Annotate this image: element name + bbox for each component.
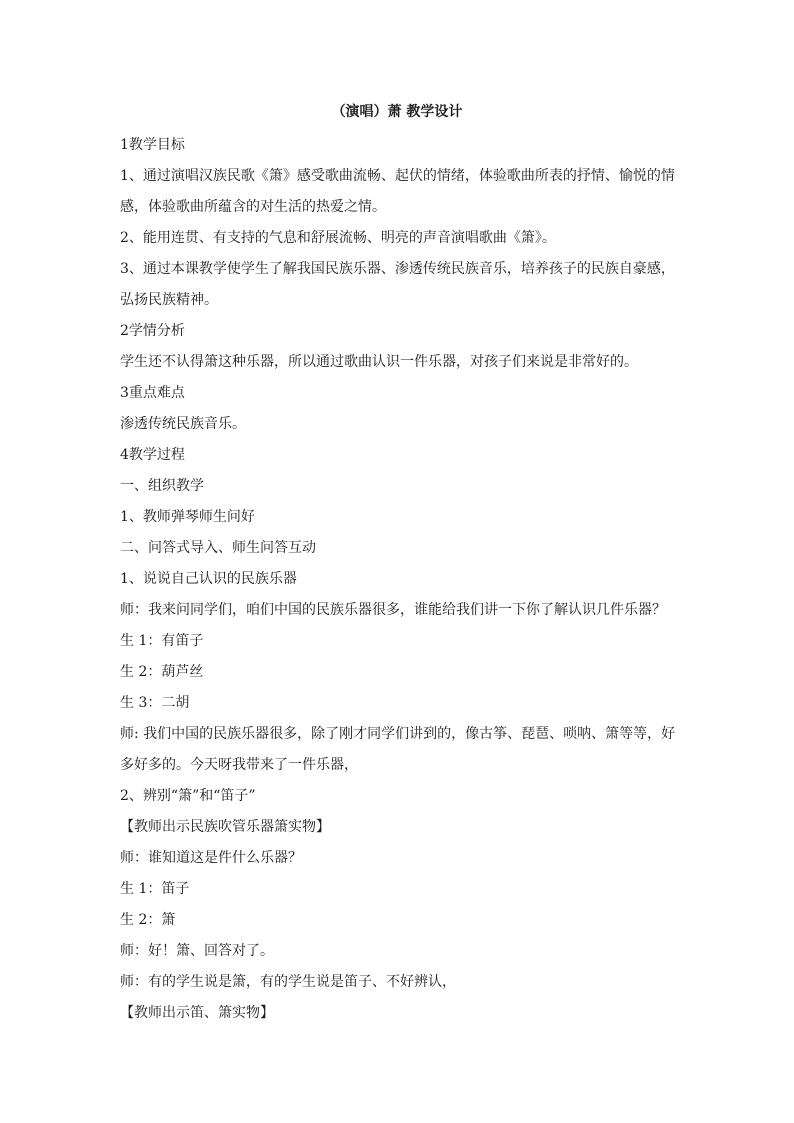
paragraph-line: 2、能用连贯、有支持的气息和舒展流畅、明亮的声音演唱歌曲《箫》。 (120, 230, 556, 246)
paragraph-line: 一、组织教学 (120, 478, 204, 494)
document-body (120, 130, 680, 1029)
paragraph-line: 生 2：葫芦丝 (120, 664, 204, 680)
paragraph-line: 3、通过本课教学使学生了解我国民族乐器、渗透传统民族音乐，培养孩子的民族自豪感， (120, 261, 675, 277)
paragraph-line: 渗透传统民族音乐。 (120, 416, 246, 432)
paragraph-line: 生 3：二胡 (120, 695, 190, 711)
paragraph-line: 2、辨别“箫”和“笛子” (120, 788, 256, 804)
paragraph-line: 感，体验歌曲所蕴含的对生活的热爱之情。 (120, 199, 386, 215)
paragraph-line: 【教师出示笛、箫实物】 (120, 1005, 274, 1021)
paragraph-line: 1、教师弹琴师生问好 (120, 509, 255, 525)
section-heading-key-points: 3重点难点 (120, 385, 185, 401)
paragraph-line: 二、问答式导入、师生问答互动 (120, 540, 316, 556)
paragraph-line: 生 1：笛子 (120, 881, 190, 897)
paragraph-line: 师：谁知道这是件什么乐器？ (120, 850, 302, 866)
document-title: （演唱）萧 教学设计 (331, 104, 463, 120)
paragraph-line: 1、说说自己认识的民族乐器 (120, 571, 297, 587)
paragraph-line: 多好多的。今天呀我带来了一件乐器， (120, 757, 358, 773)
paragraph-line: 师：我来问同学们，咱们中国的民族乐器很多，谁能给我们讲一下你了解认识几件乐器？ (120, 602, 666, 618)
paragraph-line: 生 1：有笛子 (120, 633, 204, 649)
paragraph-line: 弘扬民族精神。 (120, 292, 218, 308)
paragraph-line: 学生还不认得箫这种乐器，所以通过歌曲认识一件乐器，对孩子们来说是非常好的。 (120, 354, 638, 370)
section-heading-objectives: 1教学目标 (120, 137, 185, 153)
paragraph-line: 师：有的学生说是箫，有的学生说是笛子、不好辨认， (120, 974, 456, 990)
section-heading-analysis: 2学情分析 (120, 323, 185, 339)
paragraph-line: 1、通过演唱汉族民歌《箫》感受歌曲流畅、起伏的情绪，体验歌曲所表的抒情、愉悦的情 (120, 168, 675, 184)
paragraph-line: 师：好！箫、回答对了。 (120, 943, 274, 959)
paragraph-line: 师: 我们中国的民族乐器很多，除了刚才同学们讲到的，像古筝、琵琶、唢呐、箫等等，好 (120, 726, 676, 742)
paragraph-line: 生 2：箫 (120, 912, 176, 928)
paragraph-line: 【教师出示民族吹管乐器箫实物】 (120, 819, 330, 835)
section-heading-process: 4教学过程 (120, 447, 185, 463)
